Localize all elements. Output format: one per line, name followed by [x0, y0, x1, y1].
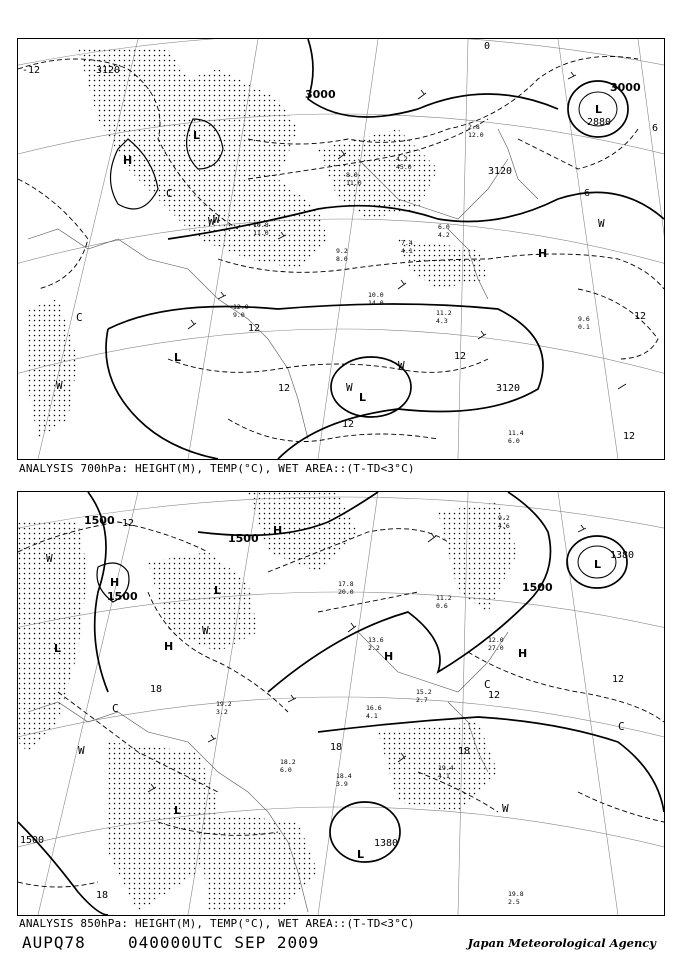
warm-center-marker: W — [598, 217, 605, 230]
height-label: 3120 — [496, 383, 521, 394]
svg-text:11.2: 11.2 — [436, 309, 452, 317]
station-observation — [468, 123, 484, 139]
svg-text:6.0: 6.0 — [280, 766, 292, 774]
station-observation — [416, 688, 432, 704]
warm-center-marker: W — [46, 552, 53, 565]
svg-text:11.4: 11.4 — [508, 429, 524, 437]
svg-text:10.8: 10.8 — [253, 221, 269, 229]
svg-text:18.4: 18.4 — [336, 772, 352, 780]
station-observation — [280, 758, 296, 774]
product-id: AUPQ78 — [22, 933, 86, 952]
height-label: 3000 — [305, 88, 336, 101]
svg-text:0.6: 0.6 — [436, 602, 448, 610]
temp-label: -6 — [578, 188, 591, 199]
cold-center-marker: C — [484, 678, 491, 691]
low-center-marker: L — [174, 804, 182, 817]
svg-text:9.2: 9.2 — [498, 514, 510, 522]
station-observation — [488, 636, 504, 652]
svg-text:3.2: 3.2 — [216, 708, 228, 716]
svg-text:12.0: 12.0 — [468, 131, 484, 139]
temp-label: 12 — [634, 311, 647, 322]
warm-center-marker: W — [346, 381, 353, 394]
svg-text:20.0: 20.0 — [338, 588, 354, 596]
map-850hpa-canvas — [18, 492, 664, 915]
svg-text:8.0: 8.0 — [346, 171, 358, 179]
svg-text:4.1: 4.1 — [438, 772, 450, 780]
svg-text:13.6: 13.6 — [368, 636, 384, 644]
svg-text:6.0: 6.0 — [438, 223, 450, 231]
station-observation — [233, 303, 249, 319]
cold-center-marker: C — [76, 311, 83, 324]
height-label: 3000 — [610, 81, 641, 94]
map-700hpa-canvas — [18, 39, 664, 459]
svg-text:4.6: 4.6 — [498, 522, 510, 530]
caption-700hpa: ANALYSIS 700hPa: HEIGHT(M), TEMP(°C), WET AREA::(T-TD<3°C) — [19, 462, 415, 475]
warm-center-marker: W — [502, 802, 509, 815]
svg-text:6.0: 6.0 — [508, 437, 520, 445]
high-center-marker: H — [538, 247, 548, 260]
station-observation — [336, 772, 352, 788]
svg-text:19.8: 19.8 — [508, 890, 524, 898]
svg-text:12.0: 12.0 — [233, 303, 249, 311]
temp-label: 12 — [623, 431, 636, 442]
svg-text:17.8: 17.8 — [338, 580, 354, 588]
svg-text:9.0: 9.0 — [233, 311, 245, 319]
station-observation — [366, 704, 382, 720]
svg-text:12.0: 12.0 — [488, 636, 504, 644]
low-center-marker: L — [357, 848, 365, 861]
low-center-marker: L — [54, 642, 62, 655]
station-observation — [368, 636, 384, 652]
station-observation — [338, 580, 354, 596]
agency-name: Japan Meteorological Agency — [467, 936, 656, 950]
analysis-map-850hpa — [17, 491, 665, 916]
height-label: 1500 — [20, 835, 45, 846]
svg-text:27.0: 27.0 — [488, 644, 504, 652]
svg-text:8.0: 8.0 — [336, 255, 348, 263]
high-center-marker: H — [273, 524, 283, 537]
warm-center-marker: W — [56, 379, 63, 392]
height-label: 1500 — [522, 581, 553, 594]
svg-text:2.5: 2.5 — [508, 898, 520, 906]
station-observation — [508, 429, 524, 445]
svg-text:18.2: 18.2 — [280, 758, 296, 766]
temp-label: 12 — [248, 323, 261, 334]
station-observation — [436, 594, 452, 610]
low-center-marker: L — [214, 584, 222, 597]
cold-center-marker: C — [166, 187, 173, 200]
height-label: 3120 — [96, 65, 121, 76]
temp-label: 18 — [458, 746, 471, 757]
valid-time: 040000UTC SEP 2009 — [128, 933, 320, 952]
svg-text:4.1: 4.1 — [401, 247, 413, 255]
high-center-marker: H — [123, 154, 133, 167]
svg-text:4.1: 4.1 — [366, 712, 378, 720]
station-observation — [253, 221, 269, 237]
height-label: 1380 — [374, 838, 399, 849]
temp-label: 12 — [488, 690, 501, 701]
high-center-marker: H — [384, 650, 394, 663]
low-center-marker: L — [594, 558, 602, 571]
cold-center-marker: C — [112, 702, 119, 715]
height-label: 2880 — [587, 117, 612, 128]
station-observation — [498, 514, 510, 530]
svg-text:0.1: 0.1 — [578, 323, 590, 331]
temp-label: 12 — [122, 518, 135, 529]
high-center-marker: H — [164, 640, 174, 653]
warm-center-marker: W — [208, 215, 215, 228]
temp-label: 18 — [150, 684, 163, 695]
temp-label: 18 — [330, 742, 343, 753]
station-observation — [368, 291, 384, 307]
height-label: 1380 — [610, 550, 635, 561]
temp-label: 12 — [342, 419, 355, 430]
svg-text:2.2: 2.2 — [368, 644, 380, 652]
caption-850hpa: ANALYSIS 850hPa: HEIGHT(M), TEMP(°C), WET AREA::(T-TD<3°C) — [19, 917, 415, 930]
svg-text:2.7: 2.7 — [416, 696, 428, 704]
temp-label: 6 — [652, 123, 659, 134]
svg-text:15.2: 15.2 — [416, 688, 432, 696]
svg-text:11.0: 11.0 — [253, 229, 269, 237]
svg-text:11.2: 11.2 — [436, 594, 452, 602]
svg-text:4.2: 4.2 — [396, 155, 408, 163]
warm-center-marker: W — [213, 213, 220, 226]
low-center-marker: L — [595, 103, 603, 116]
svg-text:3.9: 3.9 — [336, 780, 348, 788]
station-observation — [436, 309, 452, 325]
svg-text:45.0: 45.0 — [396, 163, 412, 171]
height-label: 1500 — [107, 590, 138, 603]
low-center-marker: L — [193, 129, 201, 142]
temp-label: 12 — [454, 351, 467, 362]
station-observation — [508, 890, 524, 906]
height-label: 1500 — [84, 514, 115, 527]
svg-text:11.0: 11.0 — [346, 179, 362, 187]
warm-center-marker: W — [78, 744, 85, 757]
station-observation — [336, 247, 348, 263]
warm-center-marker: W — [202, 624, 209, 637]
svg-text:4.2: 4.2 — [438, 231, 450, 239]
wet-area-850 — [18, 492, 518, 912]
analysis-map-700hpa — [17, 38, 665, 460]
low-center-marker: L — [174, 351, 182, 364]
cold-center-marker: C — [618, 720, 625, 733]
svg-text:9.6: 9.6 — [578, 315, 590, 323]
temp-label: 0 — [484, 41, 491, 52]
temp-label: -12 — [22, 65, 41, 76]
high-center-marker: H — [518, 647, 528, 660]
high-center-marker: H — [110, 576, 120, 589]
low-center-marker: L — [359, 391, 367, 404]
temp-label: 12 — [278, 383, 291, 394]
station-observation — [578, 315, 590, 331]
svg-text:4.3: 4.3 — [436, 317, 448, 325]
station-observation — [438, 223, 450, 239]
svg-text:19.4: 19.4 — [438, 764, 454, 772]
temp-label: 18 — [96, 890, 109, 901]
svg-text:16.6: 16.6 — [366, 704, 382, 712]
svg-text:2.8: 2.8 — [468, 123, 480, 131]
station-observation — [216, 700, 232, 716]
station-observation — [401, 239, 413, 255]
warm-center-marker: W — [398, 359, 405, 372]
height-label: 3120 — [488, 166, 513, 177]
svg-text:19.2: 19.2 — [216, 700, 232, 708]
svg-text:9.2: 9.2 — [336, 247, 348, 255]
svg-text:10.0: 10.0 — [368, 291, 384, 299]
svg-text:14.0: 14.0 — [368, 299, 384, 307]
svg-text:7.4: 7.4 — [401, 239, 413, 247]
height-label: 1500 — [228, 532, 259, 545]
temp-label: 12 — [612, 674, 625, 685]
